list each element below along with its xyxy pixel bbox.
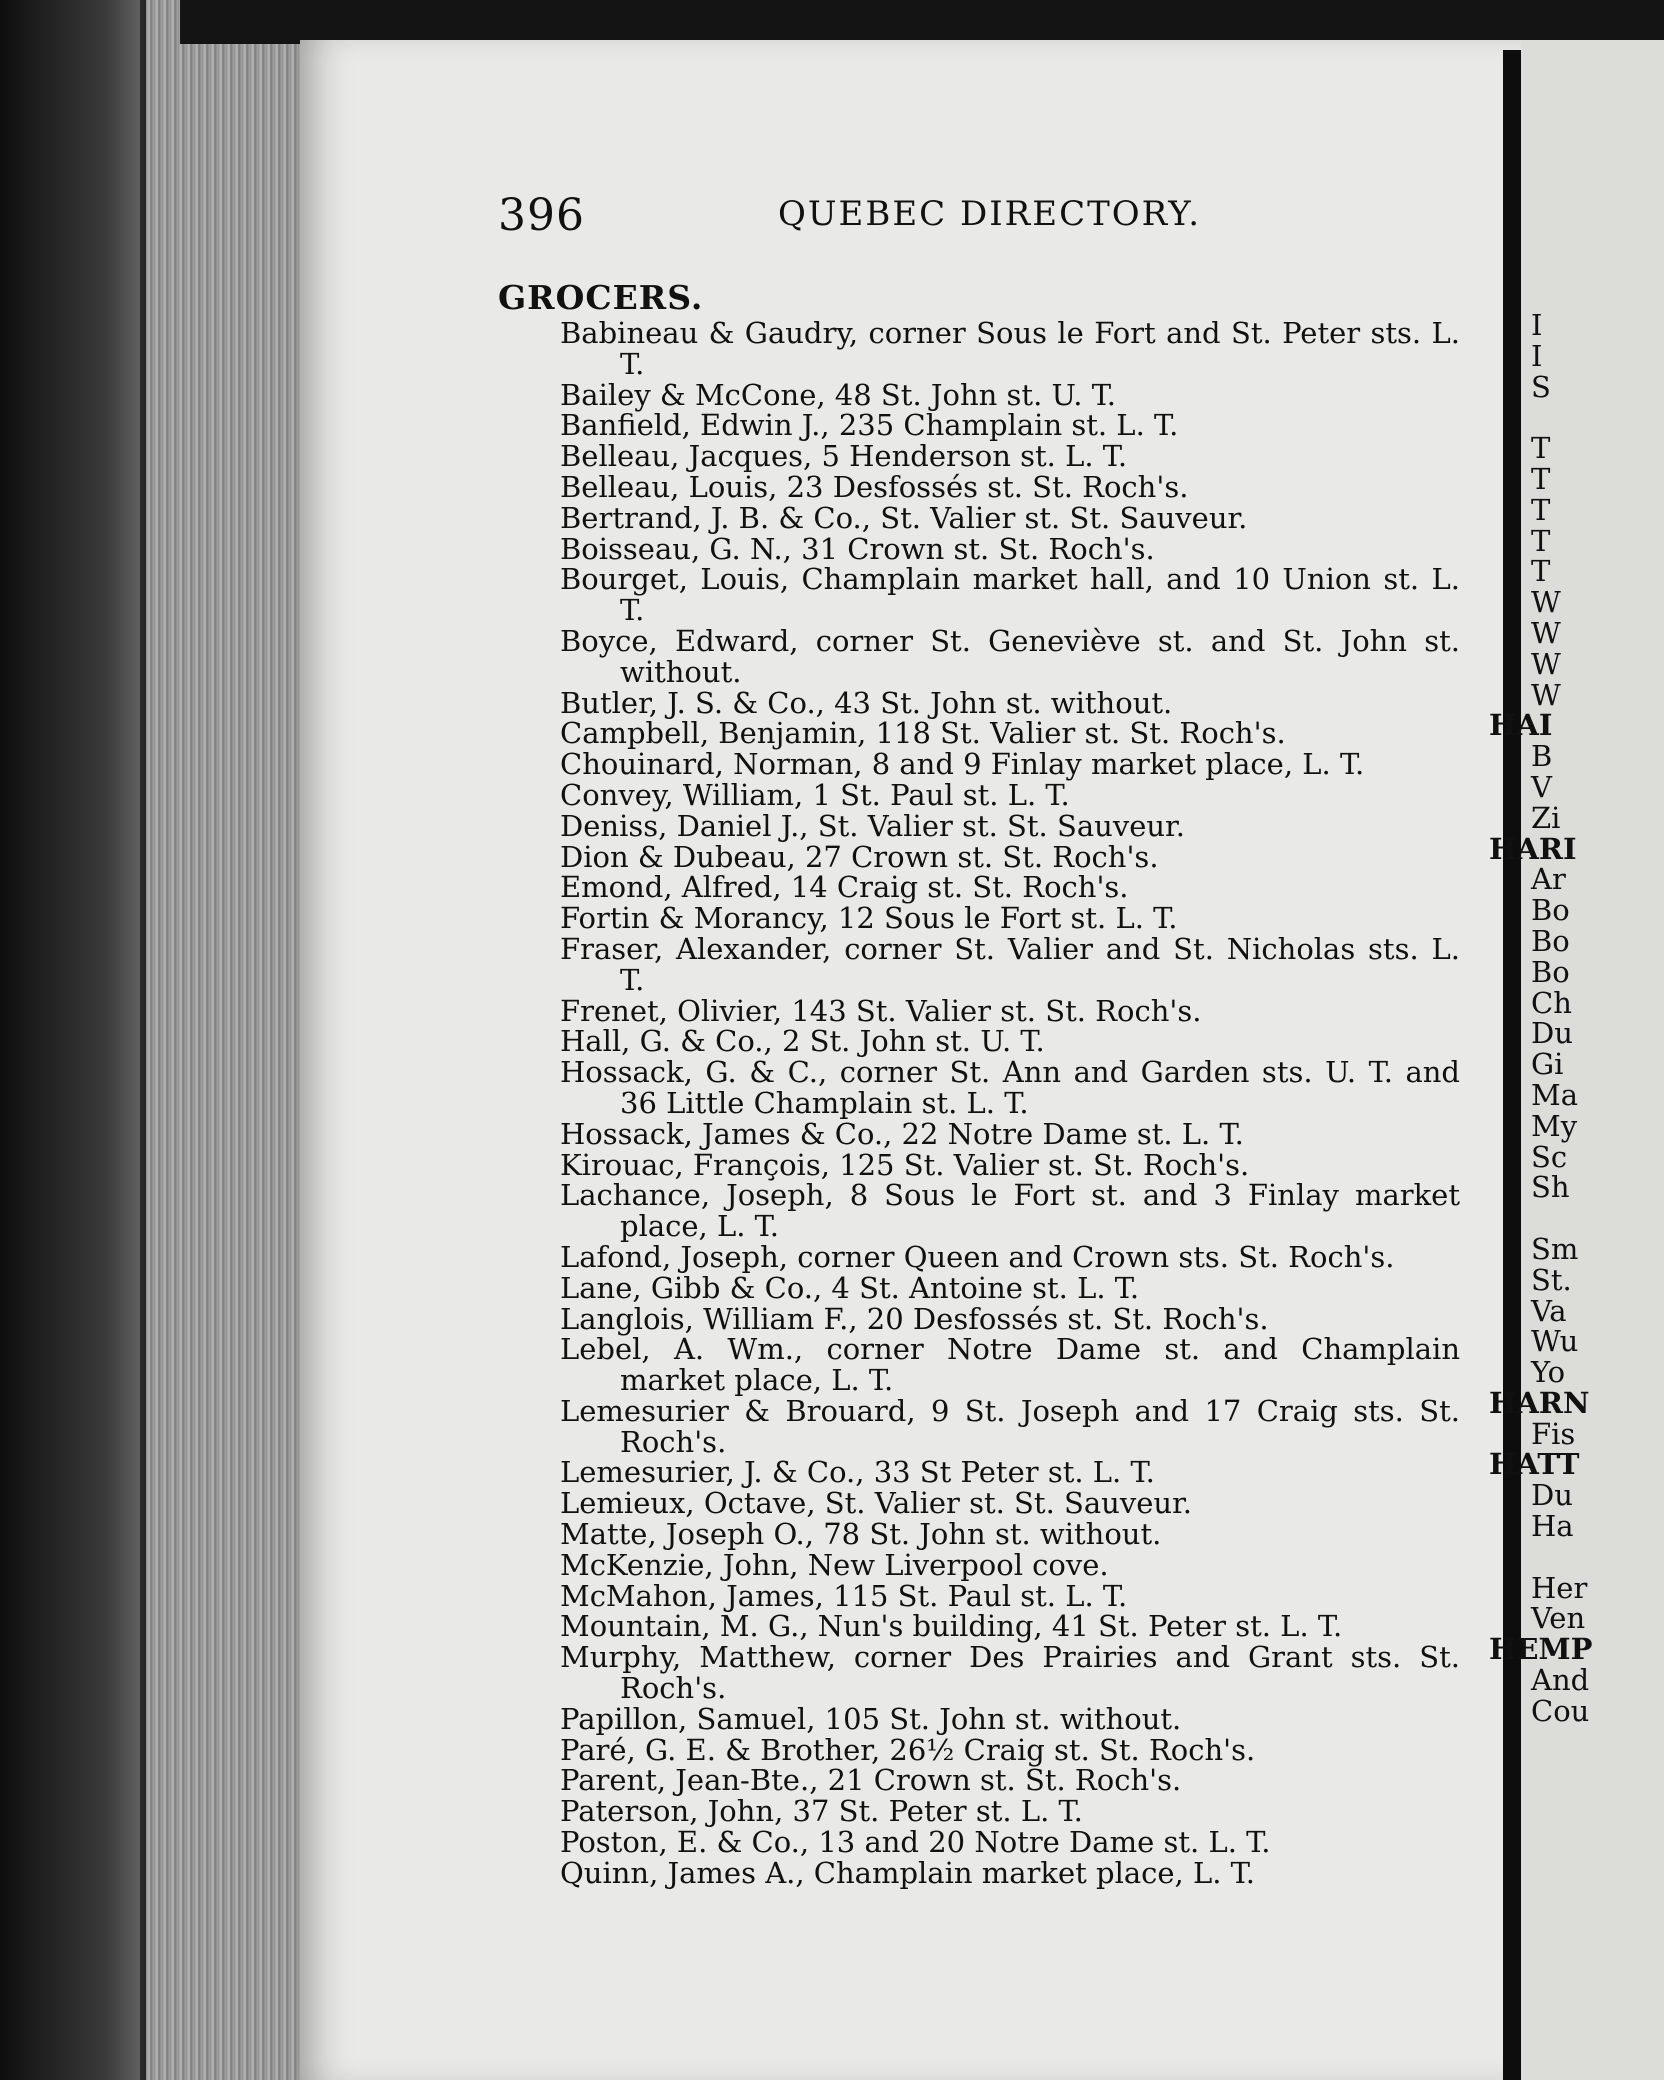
facing-page-line: W bbox=[1531, 615, 1561, 650]
facing-page-line bbox=[1531, 1542, 1664, 1573]
facing-page-line: St. bbox=[1531, 1262, 1572, 1297]
book-gutter bbox=[1503, 50, 1521, 2080]
directory-entry: Fortin & Morancy, 12 Sous le Fort st. L. T. bbox=[560, 901, 1178, 936]
directory-entry: Matte, Joseph O., 78 St. John st. without. bbox=[560, 1517, 1162, 1552]
facing-page-line: V bbox=[1531, 769, 1552, 804]
directory-entry: Fraser, Alexander, corner St. Valier and St. Nicholas sts. L. T. bbox=[560, 931, 1460, 997]
facing-page-line: Ma bbox=[1531, 1077, 1578, 1112]
directory-entry: Butler, J. S. & Co., 43 St. John st. without. bbox=[560, 685, 1173, 720]
directory-entry: Paterson, John, 37 St. Peter st. L. T. bbox=[560, 1794, 1083, 1829]
directory-entry: Convey, William, 1 St. Paul st. L. T. bbox=[560, 777, 1070, 812]
directory-entry: Lemesurier, J. & Co., 33 St Peter st. L. T. bbox=[560, 1455, 1155, 1490]
facing-page-line: Yo bbox=[1531, 1355, 1566, 1390]
facing-page-line: W bbox=[1531, 677, 1561, 712]
facing-page-line: Sh bbox=[1531, 1170, 1570, 1205]
directory-entry: Frenet, Olivier, 143 St. Valier st. St. Roch's. bbox=[560, 993, 1202, 1028]
facing-page-heading: HATT bbox=[1489, 1447, 1580, 1482]
facing-page-line: Wu bbox=[1531, 1324, 1579, 1359]
book-binding-shadow bbox=[0, 0, 150, 2080]
facing-page-line: Du bbox=[1531, 1016, 1573, 1051]
facing-page-line: Sc bbox=[1531, 1139, 1568, 1174]
facing-page-line: B bbox=[1531, 739, 1553, 774]
directory-entry: Lemesurier & Brouard, 9 St. Joseph and 17 Craig sts. St. Roch's. bbox=[560, 1393, 1460, 1459]
directory-entry: Kirouac, François, 125 St. Valier st. St. Roch's. bbox=[560, 1147, 1250, 1182]
directory-entry: Banfield, Edwin J., 235 Champlain st. L. T. bbox=[560, 408, 1179, 443]
directory-entry: Deniss, Daniel J., St. Valier st. St. Sauveur. bbox=[560, 808, 1185, 843]
directory-entry: Bertrand, J. B. & Co., St. Valier st. St. Sauveur. bbox=[560, 500, 1248, 535]
facing-page-line: T bbox=[1531, 492, 1551, 527]
facing-page-line: Ha bbox=[1531, 1509, 1574, 1544]
directory-entry: Bailey & McCone, 48 St. John st. U. T. bbox=[560, 377, 1117, 412]
facing-page-line: And bbox=[1531, 1663, 1590, 1698]
facing-page-line bbox=[1531, 402, 1664, 433]
directory-entry: Emond, Alfred, 14 Craig st. St. Roch's. bbox=[560, 870, 1129, 905]
directory-entry: Hossack, James & Co., 22 Notre Dame st. L. T. bbox=[560, 1116, 1244, 1151]
facing-page-column bbox=[1489, 308, 1664, 1728]
facing-page-heading: HAI bbox=[1489, 708, 1553, 743]
directory-entry: Langlois, William F., 20 Desfossés st. St. Roch's. bbox=[560, 1301, 1269, 1336]
facing-page-line bbox=[1531, 1203, 1664, 1234]
facing-page-line: Sm bbox=[1531, 1231, 1579, 1266]
directory-entry: Dion & Dubeau, 27 Crown st. St. Roch's. bbox=[560, 839, 1159, 874]
directory-entry: Hossack, G. & C., corner St. Ann and Garden sts. U. T. and 36 Little Champlain st. L. T. bbox=[560, 1055, 1460, 1120]
facing-page-line: Bo bbox=[1531, 893, 1570, 928]
directory-entry: Bourget, Louis, Champlain market hall, and 10 Union st. L. T. bbox=[560, 562, 1460, 628]
facing-page-line: Ven bbox=[1531, 1601, 1586, 1636]
facing-page-line: T bbox=[1531, 431, 1551, 466]
facing-page-line: Zi bbox=[1531, 800, 1561, 835]
facing-page-line: Gi bbox=[1531, 1047, 1564, 1082]
directory-entry: Lafond, Joseph, corner Queen and Crown sts. St. Roch's. bbox=[560, 1239, 1395, 1274]
directory-entry: Mountain, M. G., Nun's building, 41 St. Peter st. L. T. bbox=[560, 1609, 1343, 1644]
section-heading: GROCERS. bbox=[498, 278, 704, 317]
facing-page-line: W bbox=[1531, 646, 1561, 681]
facing-page-line: Ch bbox=[1531, 985, 1572, 1020]
directory-entry: Lebel, A. Wm., corner Notre Dame st. and Champlain market place, L. T. bbox=[560, 1332, 1460, 1398]
directory-entry: Lemieux, Octave, St. Valier st. St. Sauveur. bbox=[560, 1486, 1192, 1521]
page-stack-edge bbox=[140, 0, 316, 2080]
facing-page-line: T bbox=[1531, 461, 1551, 496]
facing-page-line: I bbox=[1531, 308, 1543, 342]
directory-entry: Boyce, Edward, corner St. Geneviève st. and St. John st. without. bbox=[560, 623, 1460, 689]
directory-entry: Lachance, Joseph, 8 Sous le Fort st. and 3 Finlay market place, L. T. bbox=[560, 1178, 1460, 1244]
directory-entries bbox=[560, 318, 1460, 1889]
directory-entry: Campbell, Benjamin, 118 St. Valier st. St. Roch's. bbox=[560, 716, 1286, 751]
facing-page-line: T bbox=[1531, 554, 1551, 589]
facing-page-line: My bbox=[1531, 1108, 1578, 1143]
directory-entry: McMahon, James, 115 St. Paul st. L. T. bbox=[560, 1578, 1128, 1613]
directory-entry: Belleau, Louis, 23 Desfossés st. St. Roch's. bbox=[560, 469, 1189, 504]
directory-entry: Babineau & Gaudry, corner Sous le Fort and St. Peter sts. L. T. bbox=[560, 316, 1460, 381]
facing-page-line: I bbox=[1531, 338, 1543, 373]
directory-entry: Parent, Jean-Bte., 21 Crown st. St. Roch's. bbox=[560, 1763, 1182, 1798]
facing-page-line: W bbox=[1531, 585, 1561, 620]
directory-entry: Chouinard, Norman, 8 and 9 Finlay market place, L. T. bbox=[560, 747, 1365, 782]
facing-page-line: Cou bbox=[1531, 1693, 1590, 1728]
directory-entry: Boisseau, G. N., 31 Crown st. St. Roch's. bbox=[560, 531, 1155, 566]
facing-page-line: Bo bbox=[1531, 923, 1570, 958]
facing-page-heading: HEMP bbox=[1489, 1632, 1593, 1667]
directory-entry: McKenzie, John, New Liverpool cove. bbox=[560, 1547, 1109, 1582]
directory-entry: Hall, G. & Co., 2 St. John st. U. T. bbox=[560, 1024, 1045, 1059]
directory-entry: Belleau, Jacques, 5 Henderson st. L. T. bbox=[560, 439, 1128, 474]
facing-page bbox=[1489, 40, 1664, 2080]
facing-page-line: Va bbox=[1531, 1293, 1567, 1328]
directory-entry: Papillon, Samuel, 105 St. John st. without. bbox=[560, 1701, 1182, 1736]
facing-page-line: T bbox=[1531, 523, 1551, 558]
directory-entry: Murphy, Matthew, corner Des Prairies and Grant sts. St. Roch's. bbox=[560, 1640, 1460, 1706]
running-title: QUEBEC DIRECTORY. bbox=[778, 194, 1202, 234]
page-number: 396 bbox=[498, 190, 585, 241]
directory-entry: Paré, G. E. & Brother, 26½ Craig st. St. Roch's. bbox=[560, 1732, 1256, 1767]
facing-page-line: Fis bbox=[1531, 1416, 1576, 1451]
facing-page-line: S bbox=[1531, 369, 1551, 404]
facing-page-heading: HARI bbox=[1489, 831, 1577, 866]
facing-page-line: Bo bbox=[1531, 954, 1570, 989]
directory-entry: Quinn, James A., Champlain market place, L. T. bbox=[560, 1855, 1255, 1890]
directory-entry: Poston, E. & Co., 13 and 20 Notre Dame st. L. T. bbox=[560, 1825, 1271, 1860]
facing-page-line: Du bbox=[1531, 1478, 1573, 1513]
facing-page-line: Her bbox=[1531, 1570, 1588, 1605]
facing-page-line: Ar bbox=[1531, 862, 1566, 897]
top-shadow bbox=[180, 0, 1664, 44]
directory-entry: Lane, Gibb & Co., 4 St. Antoine st. L. T. bbox=[560, 1270, 1140, 1305]
facing-page-heading: HARN bbox=[1489, 1385, 1590, 1420]
